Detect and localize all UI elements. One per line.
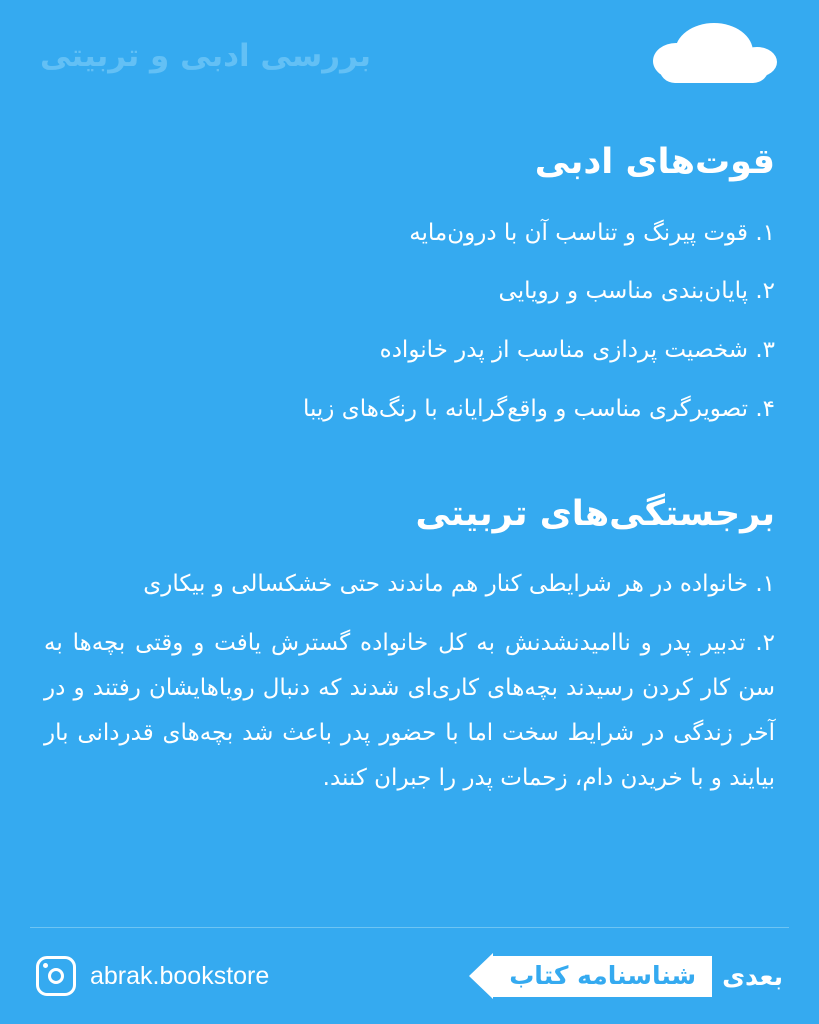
- content: [0, 112, 819, 801]
- instagram-handle: abrak.bookstore: [90, 961, 270, 990]
- cloud-icon: [649, 21, 779, 91]
- list-item: ۲. پایان‌بندی مناسب و رویایی: [498, 278, 775, 305]
- next-page-button[interactable]: [469, 953, 783, 999]
- educational-highlights-list: [44, 562, 775, 800]
- header-title: بررسی ادبی و تربیتی: [40, 38, 372, 74]
- list-item: ۴. تصویرگری مناسب و واقع‌گرایانه با رنگ‌های زیبا: [302, 396, 775, 423]
- footer: [0, 928, 819, 1024]
- section-heading-literary-strengths: قوت‌های ادبی: [534, 142, 775, 182]
- instagram-handle-group[interactable]: [36, 956, 269, 996]
- instagram-icon: [36, 956, 76, 996]
- arrow-left-icon: [469, 953, 493, 999]
- next-target-pill: شناسنامه کتاب: [493, 956, 712, 997]
- list-item: ۱. قوت پیرنگ و تناسب آن با درون‌مایه: [409, 219, 775, 246]
- literary-strengths-list: [44, 211, 775, 432]
- list-item: ۲. تدبیر پدر و ناامیدنشدنش به کل خانواده گسترش یافت و وقتی بچه‌ها به سن کار کردن رسیدند بچه‌های کاری‌ای شدند که دنبال رویاهایشان رفتند و در آخر زندگی در شرایط سخت اما با حضور پدر باعث شد بچه‌های قدردانی بار بیایند و با خریدن دام، زحمات پدر را جبران کنند.: [44, 630, 775, 791]
- section-heading-educational-highlights: برجستگی‌های تربیتی: [415, 493, 775, 534]
- header: [0, 0, 819, 112]
- list-item: ۱. خانواده در هر شرایطی کنار هم ماندند حتی خشکسالی و بیکاری: [143, 571, 775, 598]
- next-label: بعدی: [722, 961, 783, 991]
- list-item: ۳. شخصیت پردازی مناسب از پدر خانواده: [379, 337, 775, 364]
